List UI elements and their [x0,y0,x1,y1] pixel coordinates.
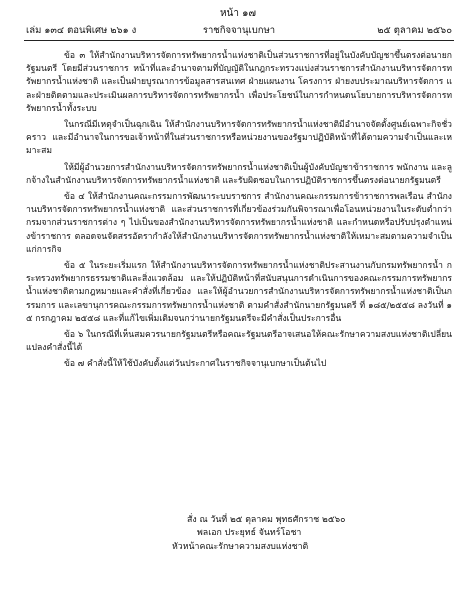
signatory-title: หัวหน้าคณะรักษาความสงบแห่งชาติ [172,541,309,552]
signature-date: สั่ง ณ วันที่ ๒๕ ตุลาคม พุทธศักราช ๒๕๖๐ [187,515,346,525]
order-body [26,50,452,375]
header-divider [24,40,454,41]
paragraph-emergency: ในกรณีมีเหตุจำเป็นฉุกเฉิน ให้สำนักงานบริหารจัดการทรัพยากรน้ำแห่งชาติมีอำนาจจัดตั้งศูนย์เฉพาะกิจชั่วคราว และมีอำนาจในการขอเจ้าหน้าที่ในส่วนราชการหรือหน่วยงานของรัฐมาปฏิบัติหน้าที่ได้ตามความจำเป็นและเหมาะสม [26,120,452,157]
paragraph-article-3: ข้อ ๓ ให้สำนักงานบริหารจัดการทรัพยากรน้ำแห่งชาติเป็นส่วนราชการที่อยู่ในบังคับบัญชาขึ้นตรงต่อนายกรัฐมนตรี โดยมีส่วนราชการ หน้าที่และอำนาจตามที่บัญญัติในกฎกระทรวงแบ่งส่วนราชการสำนักงานบริหารจัดการทรัพยากรน้ำแห่งชาติ และเป็นฝ่ายบูรณาการข้อมูลสารสนเทศ ฝ่ายแผนงาน โครงการ ฝ่ายงบประมาณบริหารจัดการ และฝ่ายติดตามและประเมินผลการบริหารจัดการทรัพยากรน้ำ เพื่อประโยชน์ในการกำหนดนโยบายการบริหารจัดการทรัพยากรน้ำทั้งระบบ [26,51,452,114]
issue-reference: เล่ม ๑๓๔ ตอนพิเศษ ๒๖๑ ง [26,25,137,36]
publication-date: ๒๕ ตุลาคม ๒๕๖๐ [377,25,452,36]
paragraph-director: ให้มีผู้อำนวยการสำนักงานบริหารจัดการทรัพยากรน้ำแห่งชาติเป็นผู้บังคับบัญชาข้าราชการ พนักงาน และลูกจ้างในสำนักงานบริหารจัดการทรัพยากรน้ำแห่งชาติ และรับผิดชอบในการปฏิบัติราชการขึ้นตรงต่อนายกรัฐมนตรี [26,162,452,186]
page-number: หน้า ๑๗ [219,8,257,19]
signatory-name: พลเอก ประยุทธ์ จันทร์โอชา [197,528,302,539]
paragraph-article-5: ข้อ ๕ ในระยะเริ่มแรก ให้สำนักงานบริหารจัดการทรัพยากรน้ำแห่งชาติประสานงานกับกรมทรัพยากรน้ำ กระทรวงทรัพยากรธรรมชาติและสิ่งแวดล้อม และให้ปฏิบัติหน้าที่สนับสนุนการดำเนินการของคณะกรรมการทรัพยากรน้ำแห่งชาติตามกฎหมายและคำสั่งที่เกี่ยวข้อง และให้ผู้อำนวยการสำนักงานบริหารจัดการทรัพยากรน้ำแห่งชาติเป็นกรรมการ และเลขานุการคณะกรรมการทรัพยากรน้ำแห่งชาติ ตามคำสั่งสำนักนายกรัฐมนตรี ที่ ๑๘๕/๒๕๕๘ ลงวันที่ ๑๕ กรกฎาคม ๒๕๕๘ และที่แก้ไขเพิ่มเติมจนกว่านายกรัฐมนตรีจะมีคำสั่งเป็นประการอื่น [26,261,452,324]
paragraph-article-4: ข้อ ๔ ให้สำนักงานคณะกรรมการพัฒนาระบบราชการ สำนักงานคณะกรรมการข้าราชการพลเรือน สำนักงานบริหารจัดการทรัพยากรน้ำแห่งชาติ และส่วนราชการที่เกี่ยวข้องร่วมกันพิจารณาเพื่อโอนหน่วยงานในระดับต่ำกว่ากรมจากส่วนราชการต่าง ๆ ไปเป็นของสำนักงานบริหารจัดการทรัพยากรน้ำแห่งชาติ และกำหนดหรือปรับปรุงตำแหน่งข้าราชการ ตลอดจนจัดสรรอัตรากำลังให้สำนักงานบริหารจัดการทรัพยากรน้ำแห่งชาติให้เหมาะสมตามความจำเป็นแก่การกิจ [26,192,452,255]
signature-block [0,514,476,554]
gazette-header [26,24,452,38]
paragraph-article-7: ข้อ ๗ คำสั่งนี้ให้ใช้บังคับตั้งแต่วันประกาศในราชกิจจานุเบกษาเป็นต้นไป [64,359,327,370]
paragraph-article-6: ข้อ ๖ ในกรณีที่เห็นสมควรนายกรัฐมนตรีหรือคณะรัฐมนตรีอาจเสนอให้คณะรักษาความสงบแห่งชาติเปลี่ยนแปลงคำสั่งนี้ได้ [26,330,452,354]
publication-name: ราชกิจจานุเบกษา [202,25,276,36]
